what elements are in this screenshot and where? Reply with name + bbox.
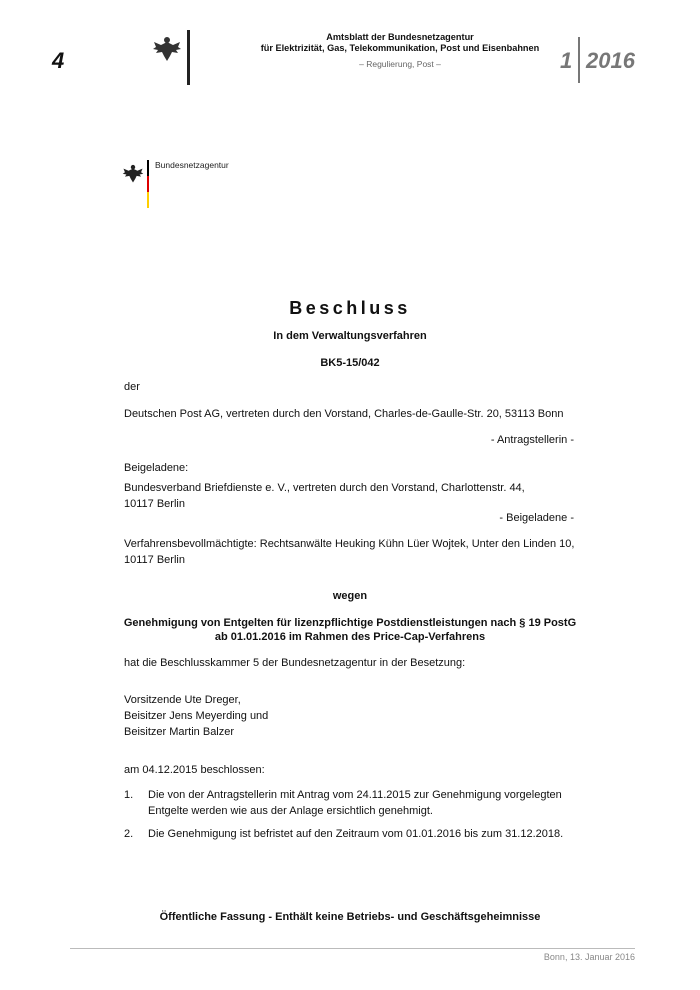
public-version-notice: Öffentliche Fassung - Enthält keine Betriebs- und Geschäftsgeheimnisse: [159, 911, 541, 923]
applicant: Deutschen Post AG, vertreten durch den Vorstand, Charles-de-Gaulle-Str. 20, 53113 Bonn: [124, 408, 564, 420]
document-title: Beschluss: [289, 298, 411, 318]
issue-divider: [578, 37, 580, 83]
summoned-role: - Beigeladene -: [499, 512, 574, 524]
decision-date: am 04.12.2015 beschlossen:: [124, 764, 265, 776]
chamber-statement: hat die Beschlusskammer 5 der Bundesnetzagentur in der Besetzung:: [124, 657, 466, 669]
ruling-text: Die Genehmigung ist befristet auf den Zeitraum vom 01.01.2016 bis zum 31.12.2018.: [148, 828, 564, 840]
federal-eagle-icon: [122, 162, 144, 184]
case-number: BK5-15/042: [320, 357, 380, 369]
member-assessor: Beisitzer Jens Meyerding und: [124, 710, 269, 722]
flag-stripe-gold: [147, 192, 149, 208]
gazette-title: Amtsblatt der Bundesnetzagentur: [326, 32, 474, 42]
footer-divider: [70, 948, 635, 949]
wegen-label: wegen: [332, 590, 368, 602]
der-label: der: [124, 381, 140, 393]
ruling-text: Die von der Antragstellerin mit Antrag vom 24.11.2015 zur Genehmigung vorgelegten Entgelte werden wie aus der Anlage ersichtlich genehmigt.: [148, 789, 562, 817]
applicant-role: - Antragstellerin -: [490, 434, 574, 446]
subject-line1: Genehmigung von Entgelten für lizenzpflichtige Postdienstleistungen nach § 19 PostG: [123, 617, 577, 629]
ruling-number: 2.: [124, 828, 134, 840]
flag-stripe-black: [147, 160, 149, 176]
member-chair: Vorsitzende Ute Dreger,: [124, 694, 241, 706]
footer-place-date: Bonn, 13. Januar 2016: [543, 952, 635, 962]
header-divider: [187, 30, 190, 85]
issue-year: 2016: [586, 48, 635, 73]
agency-logo-text: Bundesnetzagentur: [155, 160, 229, 170]
gazette-subtitle: für Elektrizität, Gas, Telekommunikation, Post und Eisenbahnen: [260, 43, 540, 53]
page-number: 4: [52, 48, 65, 73]
member-assessor: Beisitzer Martin Balzer: [124, 726, 235, 738]
representative-line1: Verfahrensbevollmächtigte: Rechtsanwälte Heuking Kühn Lüer Wojtek, Unter den Linden 10,: [124, 538, 575, 550]
gazette-section: – Regulierung, Post –: [359, 59, 441, 69]
proceeding-label: In dem Verwaltungsverfahren: [273, 330, 427, 342]
ruling-number: 1.: [124, 789, 134, 801]
issue-number: 1: [560, 48, 573, 73]
summoned-party-line1: Bundesverband Briefdienste e. V., vertreten durch den Vorstand, Charlottenstr. 44,: [124, 482, 525, 494]
subject-line2: ab 01.01.2016 im Rahmen des Price-Cap-Verfahrens: [214, 631, 486, 643]
representative-line2: 10117 Berlin: [124, 554, 185, 566]
summoned-label: Beigeladene:: [124, 462, 189, 474]
summoned-party-line2: 10117 Berlin: [124, 498, 185, 510]
flag-stripe-red: [147, 176, 149, 192]
federal-eagle-icon: [152, 33, 182, 63]
